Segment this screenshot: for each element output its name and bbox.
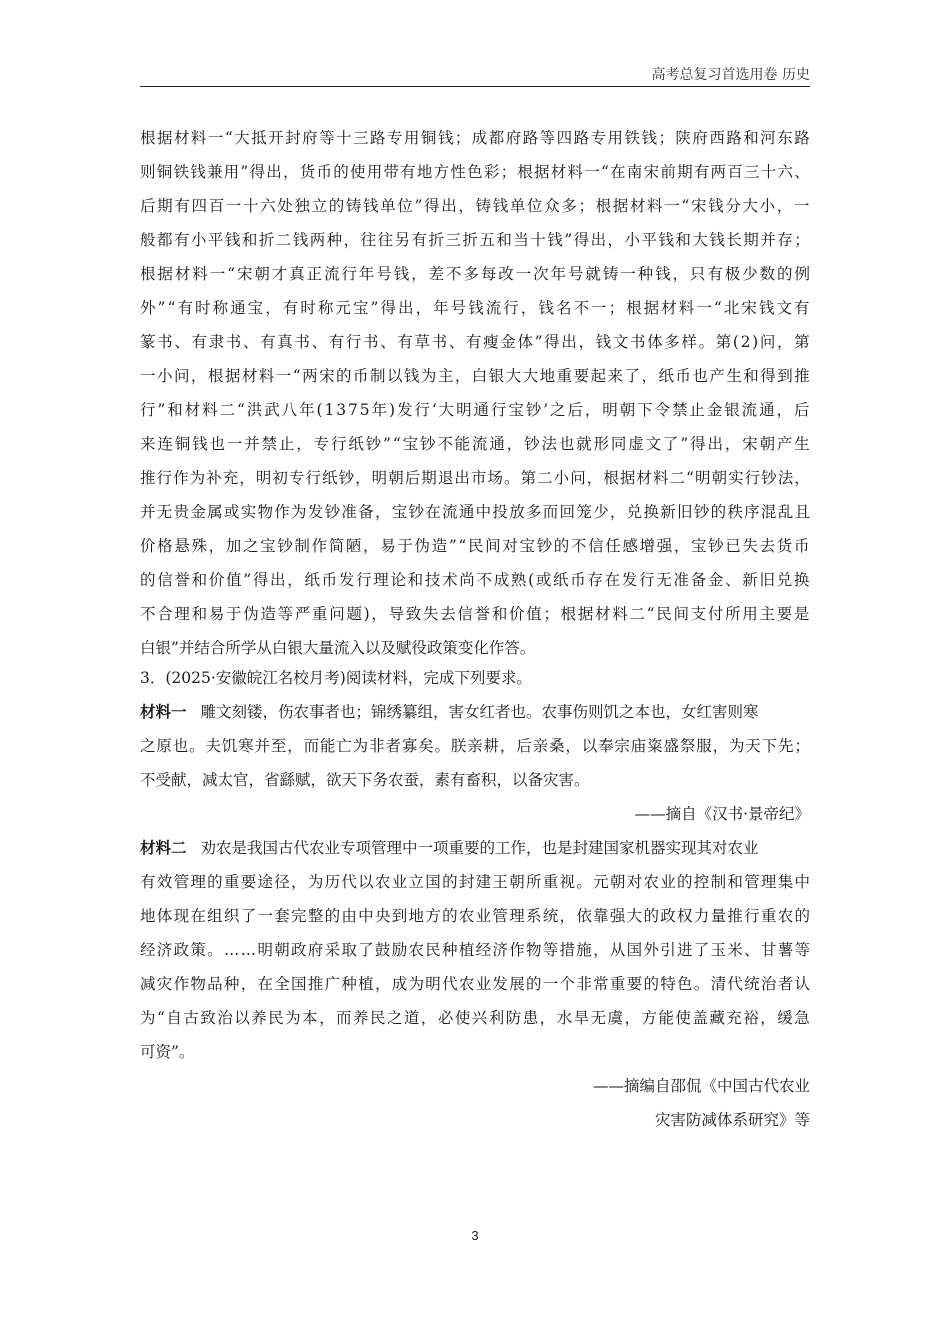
answer-line: 来 连 铜 钱 也 一 并 禁 止 ， 专 行 纸 钞 ” “ 宝 钞 不 能 流 通 ， 钞 法 也 就 形 同 虚 文 了 ” 得 出 ， 宋 朝 产 生 [140,435,810,453]
answer-line: 篆 书 、 有 隶 书 、 有 真 书 、 有 行 书 、 有 草 书 、 有 瘦 金 体 ” 得 出 ， 钱 文 书 体 多 样 。 第 ( 2 ) 问 ， 第 [140,333,810,351]
page-number: 3 [471,1228,479,1243]
material1-line [140,695,810,729]
material2-source-text-2: 灾害防减体系研究》等 [654,1111,810,1129]
material2-line: 经 济 政 策 。 … … 明 朝 政 府 采 取 了 鼓 励 农 民 种 植 经 济 作 物 等 措 施 ， 从 国 外 引 进 了 玉 米 、 甘 薯 等 [140,941,810,959]
answer-line: 外 ” “ 有 时 称 通 宝 ， 有 时 称 元 宝 ” 得 出 ， 年 号 钱 流 行 ， 钱 名 不 一 ； 根 据 材 料 一 “ 北 宋 钱 文 有 [140,299,810,317]
material2-line: 可资”。 [140,1043,195,1061]
header-title: 高考总复习首选用卷 历史 [651,67,810,83]
question-3-prompt: 3．(2025·安徽皖江名校月考)阅读材料，完成下列要求。 [140,669,532,687]
material1-label: 材料一 [140,703,187,721]
material1-source-text: ——摘自《汉书·景帝纪》 [634,805,810,823]
material2-label: 材料二 [140,839,187,857]
answer-line: 白银”并结合所学从白银大量流入以及赋役政策变化作答。 [140,639,536,657]
material2-source-text-1: ——摘编自邵侃《中国古代农业 [592,1077,810,1095]
material1-line: 之 原 也 。 夫 饥 寒 并 至 ， 而 能 亡 为 非 者 寡 矣 。 朕 亲 耕 ， 后 亲 桑 ， 以 奉 宗 庙 粢 盛 祭 服 ， 为 天 下 先 ； [140,737,810,755]
material2-line: 减 灾 作 物 品 种 ， 在 全 国 推 广 种 植 ， 成 为 明 代 农 业 发 展 的 一 个 非 常 重 要 的 特 色 。 清 代 统 治 者 认 [140,975,810,993]
answer-line: 的 信 誉 和 价 值 ” 得 出 ， 纸 币 发 行 理 论 和 技 术 尚 不 成 熟 ( 或 纸 币 存 在 发 行 无 准 备 金 、 新 旧 兑 换 [140,571,810,589]
answer-line: 行 ” 和 材 料 二 “ 洪 武 八 年 ( 1 3 7 5 年 ) 发 行 ‘ 大 明 通 行 宝 钞 ’ 之 后 ， 明 朝 下 令 禁 止 金 银 流 通 ， 后 [140,401,810,419]
answer-line: 则 铜 铁 钱 兼 用 ” 得 出 ， 货 币 的 使 用 带 有 地 方 性 色 彩 ； 根 据 材 料 一 “ 在 南 宋 前 期 有 两 百 三 十 六 、 [140,163,810,181]
material1-source [140,797,810,831]
material2-line: 地 体 现 在 组 织 了 一 套 完 整 的 由 中 央 到 地 方 的 农 业 管 理 系 统 ， 依 靠 强 大 的 政 权 力 量 推 行 重 农 的 [140,907,810,925]
answer-line: 后 期 有 四 百 一 十 六 处 独 立 的 铸 钱 单 位 ” 得 出 ， 铸 钱 单 位 众 多 ； 根 据 材 料 一 “ 宋 钱 分 大 小 ， 一 [140,197,810,215]
document-body [140,121,810,1137]
answer-line: 般 都 有 小 平 钱 和 折 二 钱 两 种 ， 往 往 另 有 折 三 折 五 和 当 十 钱 ” 得 出 ， 小 平 钱 和 大 钱 长 期 并 存 ； [140,231,810,249]
answer-line: 价 格 悬 殊 ， 加 之 宝 钞 制 作 简 陋 ， 易 于 伪 造 ” “ 民 间 对 宝 钞 的 不 信 任 感 增 强 ， 宝 钞 已 失 去 货 币 [140,537,810,555]
material2-line: 有 效 管 理 的 重 要 途 径 ， 为 历 代 以 农 业 立 国 的 封 建 王 朝 所 重 视 。 元 朝 对 农 业 的 控 制 和 管 理 集 中 [140,873,810,891]
material1-line: 不受献，减太官，省繇赋，欲天下务农蚕，素有畜积，以备灾害。 [140,771,590,789]
answer-line: 根 据 材 料 一 “ 大 抵 开 封 府 等 十 三 路 专 用 铜 钱 ； 成 都 府 路 等 四 路 专 用 铁 钱 ； 陕 府 西 路 和 河 东 路 [140,129,810,147]
answer-line: 并 无 贵 金 属 或 实 物 作 为 发 钞 准 备 ， 宝 钞 在 流 通 中 投 放 多 而 回 笼 少 ， 兑 换 新 旧 钞 的 秩 序 混 乱 且 [140,503,810,521]
material2-source [140,1103,810,1137]
material2-line: 为 “ 自 古 致 治 以 养 民 为 本 ， 而 养 民 之 道 ， 必 使 兴 利 防 患 ， 水 旱 无 虞 ， 方 能 使 盖 藏 充 裕 ， 缓 急 [140,1009,810,1027]
material2-source [140,1069,810,1103]
material1-text: 雕文刻镂，伤农事者也；锦绣纂组，害女红者也。农事伤则饥之本也，女红害则寒 [200,703,759,721]
material2-text: 劝农是我国古代农业专项管理中一项重要的工作，也是封建国家机器实现其对农业 [200,839,759,857]
answer-line: 一 小 问 ， 根 据 材 料 一 “ 两 宋 的 币 制 以 钱 为 主 ， 白 银 大 大 地 重 要 起 来 了 ， 纸 币 也 产 生 和 得 到 推 [140,367,810,385]
answer-line: 根 据 材 料 一 “ 宋 朝 才 真 正 流 行 年 号 钱 ， 差 不 多 每 改 一 次 年 号 就 铸 一 种 钱 ， 只 有 极 少 数 的 例 [140,265,810,283]
page-header [140,64,810,87]
material2-line [140,831,810,865]
answer-line: 推 行 作 为 补 充 ， 明 初 专 行 纸 钞 ， 明 朝 后 期 退 出 市 场 。 第 二 小 问 ， 根 据 材 料 二 “ 明 朝 实 行 钞 法 ， [140,469,810,487]
answer-line: 不 合 理 和 易 于 伪 造 等 严 重 问 题 ) ， 导 致 失 去 信 誉 和 价 值 ； 根 据 材 料 二 “ 民 间 支 付 所 用 主 要 是 [140,605,810,623]
